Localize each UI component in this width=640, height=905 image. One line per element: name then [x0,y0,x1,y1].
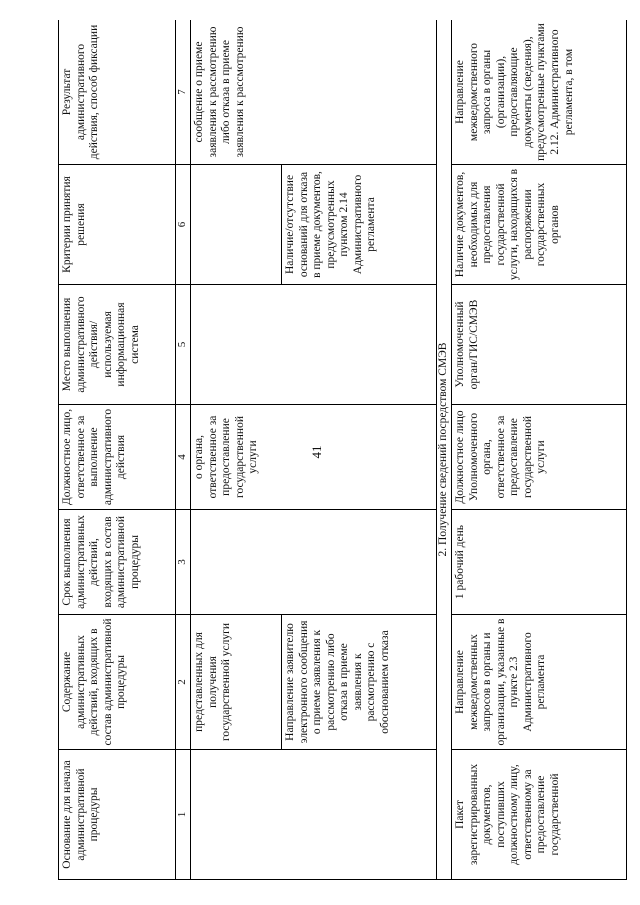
header-cell: Содержание административных действий, входящих в состав административной процедуры [59,615,176,750]
table-cell: Направление межведомственного запроса в органы (организации), предоставляющие документы (сведения), предусмотренные пунктами 2.12. Административного регламента, в том [452,20,627,165]
table-cell: Уполномоченный орган/ГИС/СМЭВ [452,285,627,405]
header-cell: Срок выполнения административных действий, входящих в состав административной процедуры [59,510,176,615]
section-title: 2. Получение сведений посредством СМЭВ [437,20,452,880]
table-cell: Пакет зарегистрированных документов, поступивших должностному лицу, ответственному за предоставление государственной [452,750,627,880]
page-number: 41 [309,445,324,459]
table-cell: Наличие/отсутствие оснований для отказа в приеме документов, предусмотренных пунктом 2.14 Административного регламента [282,165,437,285]
table-cell [191,165,282,285]
header-cell: Должностное лицо, ответственное за выполнение административного действия [59,405,176,510]
column-number: 3 [176,510,191,615]
column-number: 6 [176,165,191,285]
header-cell: Основание для начала административной процедуры [59,750,176,880]
header-cell: Критерии принятия решения [59,165,176,285]
table-row [452,20,627,880]
table-cell: 1 рабочий день [452,510,627,615]
table-cell [191,285,437,405]
table-row [191,20,282,880]
header-row [59,20,176,880]
table-cell: представленных для получения государственной услуги [191,615,282,750]
table-cell [191,750,437,880]
header-cell: Место выполнения административного действия/используемая информационная система [59,285,176,405]
column-number: 5 [176,285,191,405]
procedure-table [58,20,627,880]
table-cell: Направление заявителю электронного сообщения о приеме заявления к рассмотрению либо отказа в приеме заявления к рассмотрению с обоснованием отказа [282,615,437,750]
table-cell: Направление межведомственных запросов в органы и организации, указанные в пункте 2.3 Административного регламента [452,615,627,750]
table-cell: Должностное лицо Уполномоченного органа, ответственное за предоставление государственной услуги [452,405,627,510]
table-cell: сообщение о приеме заявления к рассмотрению либо отказа в приеме заявления к рассмотрению [191,20,437,165]
table-cell: Наличие документов, необходимых для предоставления государственной услуги, находящихся в распоряжении государственных органов [452,165,627,285]
column-number: 7 [176,20,191,165]
rotated-table-sheet [58,20,628,880]
column-number: 4 [176,405,191,510]
column-number-row [176,20,191,880]
section-row [437,20,452,880]
column-number: 1 [176,750,191,880]
table-cell: о органа, ответственное за предоставление государственной услуги [191,405,437,510]
column-number: 2 [176,615,191,750]
header-cell: Результат административного действия, способ фиксации [59,20,176,165]
table-cell [191,510,437,615]
